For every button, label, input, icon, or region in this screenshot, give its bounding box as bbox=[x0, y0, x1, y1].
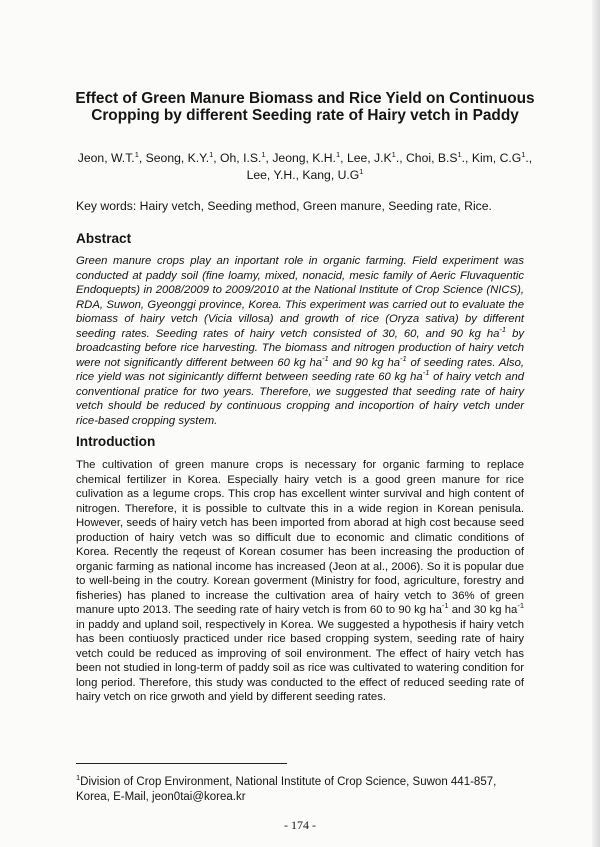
title-line-1: Effect of Green Manure Biomass and Rice Yield on Continuous bbox=[75, 90, 535, 107]
author-line-1 bbox=[66, 150, 544, 167]
author: , Seong, K.Y. bbox=[138, 151, 210, 165]
author-list bbox=[66, 150, 544, 184]
unit-exponent: -1 bbox=[441, 601, 449, 611]
footnote-line-2: Korea, E-Mail, jeon0tai@korea.kr bbox=[76, 790, 246, 803]
affiliation-mark: 1 bbox=[457, 149, 462, 159]
author: Lee, Y.H., Kang, U.G bbox=[246, 168, 360, 182]
unit-exponent: -1 bbox=[400, 353, 407, 363]
affiliation-mark: 1 bbox=[359, 166, 364, 176]
author: , Oh, I.S. bbox=[213, 151, 262, 165]
footnote-divider bbox=[76, 763, 287, 764]
title-line-2: Cropping by different Seeding rate of Hairy vetch in Paddy bbox=[91, 107, 519, 124]
abstract-heading: Abstract bbox=[76, 231, 132, 246]
affiliation-mark: 1 bbox=[521, 149, 526, 159]
author: Jeon, W.T. bbox=[77, 151, 135, 165]
author: , Lee, J.K bbox=[340, 151, 392, 165]
author-separator: ., bbox=[525, 151, 533, 165]
author: , Jeong, K.H. bbox=[265, 151, 336, 165]
unit-exponent: -1 bbox=[517, 601, 524, 611]
footnote-text: Division of Crop Environment, National Institute of Crop Science, Suwon 441-857, bbox=[80, 776, 497, 788]
abstract-text: by broadcasting before rice harvesting. The biomass and nitrogen production of hairy vetch were not significantly different between 60 kg ha bbox=[76, 327, 524, 369]
page-number: - 174 - bbox=[284, 818, 316, 832]
author: ., Choi, B.S bbox=[395, 151, 458, 165]
author: ., Kim, C.G bbox=[461, 151, 522, 165]
introduction-heading: Introduction bbox=[76, 434, 156, 449]
footnote-mark: 1 bbox=[76, 773, 81, 783]
affiliation-mark: 1 bbox=[134, 149, 139, 159]
unit-exponent: -1 bbox=[322, 353, 329, 363]
keywords: Key words: Hairy vetch, Seeding method, Green manure, Seeding rate, Rice. bbox=[76, 199, 492, 213]
author-line-2 bbox=[66, 167, 544, 184]
introduction-text: and 30 kg ha bbox=[448, 604, 518, 616]
affiliation-mark: 1 bbox=[261, 149, 266, 159]
affiliation-mark: 1 bbox=[336, 149, 341, 159]
abstract-text: of hairy vetch and conventional pratice for two years. Therefore, we suggested that seeding rate of hairy vetch should be reduced by continuous cropping and incoportion of hairy vetch under rice-based cropping system. bbox=[76, 371, 525, 427]
abstract-body bbox=[76, 254, 524, 428]
unit-exponent: -1 bbox=[499, 324, 507, 334]
introduction-text: The cultivation of green manure crops is necessary for organic farming to replace chemical fertilizer in Korea. Especially hairy vetch is a good green manure for rice culivation as a legume crops. This crop has excellent winter survival and high content of nitrogen. Therefore, it is possible to cultvate this in a wide region in Korean penisula. However, seeds of hairy vetch has been imported from aborad at high cost because seed production of hairy vetch was so difficult due to economic and climatic conditions of Korea. Recently the reqeust of Korean cosumer has been increasing the production of organic farming as national income has increased (Jeon at al., 2006). So it is popular due to well-being in the coutry. Korean goverment (Ministry for food, agriculture, forestry and fisheries) has planed to increase the cultivation area of hairy vetch to 36% of green manure upto 2013. The seeding rate of hairy vetch is from 60 to 90 kg ha bbox=[76, 459, 524, 616]
paper-title bbox=[60, 90, 550, 124]
introduction-text: in paddy and upland soil, respectively in Korea. We suggested a hypothesis if hairy vetch has been contiuosly practiced under rice based cropping system, seeding rate of hairy vetch could be reduced as improving of soil environment. The effect of hairy vetch has been not studied in long-term of paddy soil as rice was cultivated to watering condition for long period. Therefore, this study was conducted to the effect of reduced seeding rate of hairy vetch on rice grwoth and yield by different seeding rates. bbox=[76, 618, 524, 703]
abstract-text: and 90 kg ha bbox=[328, 356, 401, 369]
abstract-text: Green manure crops play an inportant role in organic farming. Field experiment was conducted at paddy soil (fine loamy, mixed, nonacid, mesic family of Aeric Fluvaquentic Endoquepts) in 2008/2009 to 2009/2010 at the National Institute of Crop Science (NICS), RDA, Suwon, Gyeonggi province, Korea. This experiment was carried out to evaluate the biomass of hairy vetch (Vicia villosa) and growth of rice (Oryza sativa) by different seeding rates. Seeding rates of hairy vetch consisted of 30, 60, and 90 kg ha bbox=[76, 255, 524, 340]
introduction-body bbox=[76, 458, 524, 705]
footnote-line-1 bbox=[76, 775, 516, 790]
page-edge-shadow bbox=[592, 0, 600, 847]
affiliation-mark: 1 bbox=[209, 149, 214, 159]
unit-exponent: -1 bbox=[422, 368, 430, 378]
affiliation-footnote bbox=[76, 775, 516, 804]
affiliation-mark: 1 bbox=[391, 149, 396, 159]
abstract-text: of seeding rates. Also, rice yield was not siginicantly differnt between seeding rate 60 kg ha bbox=[76, 356, 524, 383]
